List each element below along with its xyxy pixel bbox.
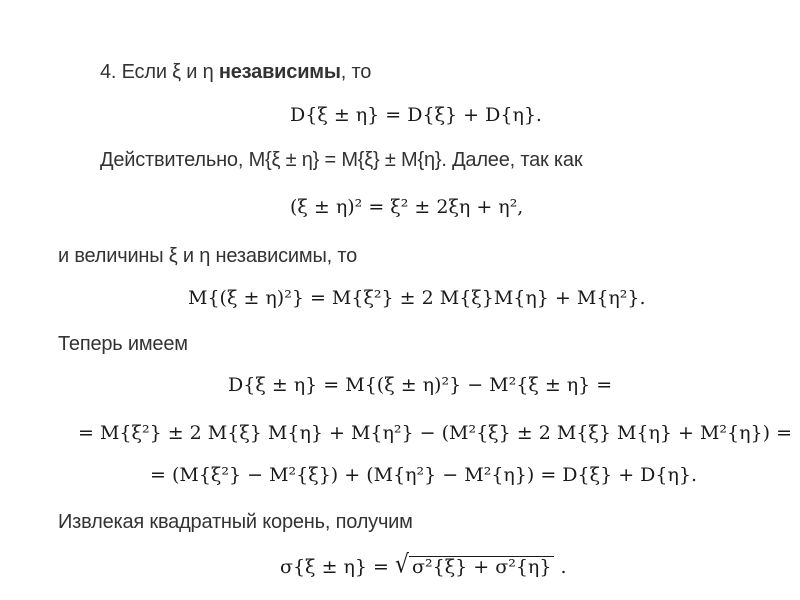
text-line-1 [100, 62, 371, 82]
formula-4: D{ξ ± η} = M{(ξ ± η)²} − M²{ξ ± η} = [228, 374, 613, 396]
formula-7-left: σ{ξ ± η} = [280, 556, 395, 578]
formula-3: M{(ξ ± η)²} = M{ξ²} ± 2 M{ξ}M{η} + M{η²}. [188, 287, 646, 309]
text-line-3: и величины ξ и η независимы, то [58, 245, 358, 267]
formula-2: (ξ ± η)² = ξ² ± 2ξη + η², [290, 196, 524, 218]
formula-5: = M{ξ²} ± 2 M{ξ} M{η} + M{η²} − (M²{ξ} ± 2 M{ξ} M{η} + M²{η}) = [78, 422, 792, 444]
text-line-1-prefix: 4. Если ξ и η [100, 61, 219, 83]
formula-7 [280, 550, 567, 580]
radical-sign-icon: √ [395, 550, 410, 580]
text-line-5: Извлекая квадратный корень, получим [58, 511, 413, 533]
text-line-1-bold: независимы [218, 61, 341, 83]
formula-6: = (M{ξ²} − M²{ξ}) + (M{η²} − M²{η}) = D{ξ} + D{η}. [150, 464, 698, 486]
formula-7-end: . [554, 556, 567, 578]
formula-7-radicand: σ²{ξ} + σ²{η} [409, 556, 554, 577]
formula-1: D{ξ ± η} = D{ξ} + D{η}. [290, 104, 542, 126]
text-line-2: Действительно, M{ξ ± η} = M{ξ} ± M{η}. Далее, так как [100, 149, 583, 171]
text-line-1-suffix: , то [340, 61, 372, 83]
square-root [395, 550, 554, 580]
text-line-4: Теперь имеем [58, 333, 188, 355]
